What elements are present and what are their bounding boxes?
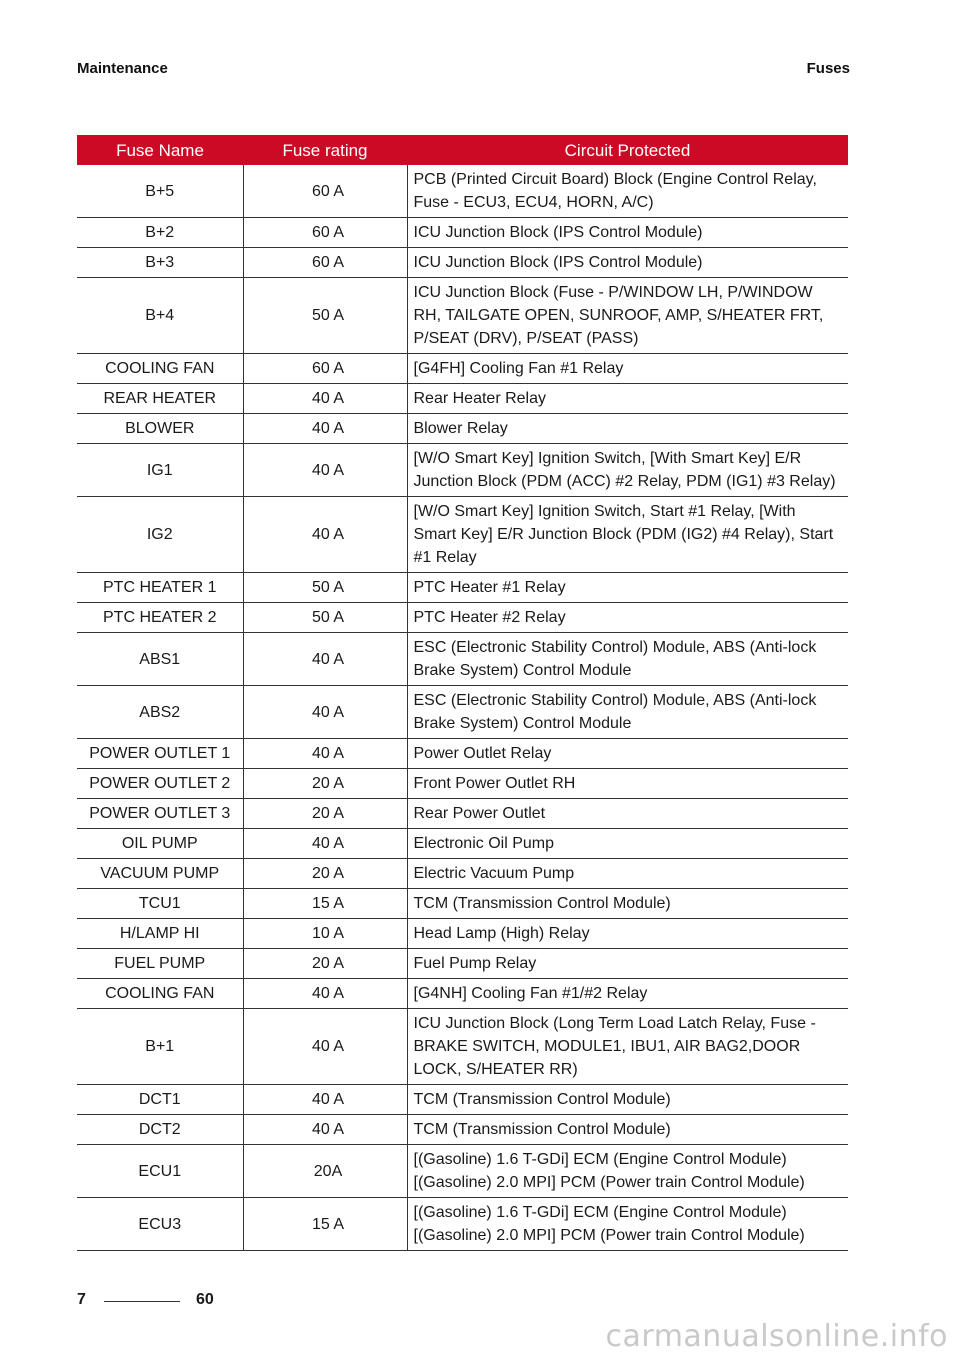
table-row (77, 633, 848, 686)
table-row (77, 799, 848, 829)
fuse-name-cell: BLOWER (77, 414, 243, 444)
circuit-protected-cell: ICU Junction Block (IPS Control Module) (407, 218, 848, 248)
table-row (77, 739, 848, 769)
fuse-rating-cell: 40 A (243, 739, 407, 769)
fuse-rating-cell: 40 A (243, 633, 407, 686)
circuit-protected-cell: PTC Heater #2 Relay (407, 603, 848, 633)
table-row (77, 1198, 848, 1251)
circuit-protected-cell: ESC (Electronic Stability Control) Module, ABS (Anti-lock Brake System) Control Module (407, 633, 848, 686)
fuse-name-cell: POWER OUTLET 3 (77, 799, 243, 829)
fuse-name-cell: IG2 (77, 497, 243, 573)
fuse-rating-cell: 50 A (243, 573, 407, 603)
circuit-protected-cell: ESC (Electronic Stability Control) Module, ABS (Anti-lock Brake System) Control Module (407, 686, 848, 739)
table-row (77, 1085, 848, 1115)
circuit-protected-cell: Rear Heater Relay (407, 384, 848, 414)
fuse-name-cell: B+2 (77, 218, 243, 248)
fuse-name-cell: B+3 (77, 248, 243, 278)
fuse-rating-cell: 50 A (243, 603, 407, 633)
circuit-protected-cell: ICU Junction Block (Long Term Load Latch Relay, Fuse - BRAKE SWITCH, MODULE1, IBU1, AIR BAG2,DOOR LOCK, S/HEATER RR) (407, 1009, 848, 1085)
circuit-protected-cell: Blower Relay (407, 414, 848, 444)
column-header-fuse-rating: Fuse rating (243, 135, 407, 165)
circuit-protected-cell: PTC Heater #1 Relay (407, 573, 848, 603)
fuse-table-body (77, 165, 848, 1251)
circuit-protected-cell: [(Gasoline) 1.6 T-GDi] ECM (Engine Control Module) [(Gasoline) 2.0 MPI] PCM (Power train Control Module) (407, 1145, 848, 1198)
fuse-rating-cell: 40 A (243, 686, 407, 739)
table-row (77, 829, 848, 859)
fuse-name-cell: DCT1 (77, 1085, 243, 1115)
fuse-name-cell: PTC HEATER 1 (77, 573, 243, 603)
table-row (77, 889, 848, 919)
circuit-protected-cell: Fuel Pump Relay (407, 949, 848, 979)
fuse-name-cell: DCT2 (77, 1115, 243, 1145)
table-row (77, 949, 848, 979)
circuit-protected-cell: TCM (Transmission Control Module) (407, 1085, 848, 1115)
circuit-protected-cell: PCB (Printed Circuit Board) Block (Engine Control Relay, Fuse - ECU3, ECU4, HORN, A/C) (407, 165, 848, 218)
fuse-name-cell: REAR HEATER (77, 384, 243, 414)
fuse-rating-cell: 60 A (243, 165, 407, 218)
circuit-protected-cell: [W/O Smart Key] Ignition Switch, [With Smart Key] E/R Junction Block (PDM (ACC) #2 Relay, PDM (IG1) #3 Relay) (407, 444, 848, 497)
circuit-protected-cell: Electric Vacuum Pump (407, 859, 848, 889)
fuse-rating-cell: 20 A (243, 769, 407, 799)
table-row (77, 444, 848, 497)
table-header-row (77, 135, 848, 165)
fuse-name-cell: FUEL PUMP (77, 949, 243, 979)
fuse-name-cell: B+1 (77, 1009, 243, 1085)
fuse-name-cell: ECU1 (77, 1145, 243, 1198)
table-row (77, 919, 848, 949)
fuse-name-cell: H/LAMP HI (77, 919, 243, 949)
fuse-rating-cell: 60 A (243, 248, 407, 278)
circuit-protected-cell: ICU Junction Block (Fuse - P/WINDOW LH, P/WINDOW RH, TAILGATE OPEN, SUNROOF, AMP, S/HEATER FRT, P/SEAT (DRV), P/SEAT (PASS) (407, 278, 848, 354)
table-row (77, 278, 848, 354)
fuse-name-cell: B+5 (77, 165, 243, 218)
circuit-protected-cell: [G4NH] Cooling Fan #1/#2 Relay (407, 979, 848, 1009)
table-row (77, 497, 848, 573)
fuse-rating-cell: 40 A (243, 444, 407, 497)
table-row (77, 384, 848, 414)
column-header-circuit-protected: Circuit Protected (407, 135, 848, 165)
fuse-rating-cell: 15 A (243, 1198, 407, 1251)
table-row (77, 1115, 848, 1145)
circuit-protected-cell: Power Outlet Relay (407, 739, 848, 769)
fuse-name-cell: ECU3 (77, 1198, 243, 1251)
table-row (77, 354, 848, 384)
circuit-protected-cell: Rear Power Outlet (407, 799, 848, 829)
fuse-rating-cell: 40 A (243, 497, 407, 573)
fuse-rating-cell: 40 A (243, 979, 407, 1009)
fuse-name-cell: TCU1 (77, 889, 243, 919)
table-row (77, 769, 848, 799)
fuse-rating-cell: 20A (243, 1145, 407, 1198)
circuit-protected-cell: [(Gasoline) 1.6 T-GDi] ECM (Engine Control Module) [(Gasoline) 2.0 MPI] PCM (Power train Control Module) (407, 1198, 848, 1251)
chapter-number: 7 (77, 1291, 86, 1308)
fuse-rating-cell: 40 A (243, 414, 407, 444)
fuse-rating-cell: 15 A (243, 889, 407, 919)
fuse-rating-cell: 60 A (243, 354, 407, 384)
circuit-protected-cell: Head Lamp (High) Relay (407, 919, 848, 949)
circuit-protected-cell: TCM (Transmission Control Module) (407, 1115, 848, 1145)
circuit-protected-cell: Electronic Oil Pump (407, 829, 848, 859)
fuse-name-cell: OIL PUMP (77, 829, 243, 859)
footer-divider (104, 1301, 180, 1302)
fuse-name-cell: COOLING FAN (77, 354, 243, 384)
table-row (77, 573, 848, 603)
fuse-rating-cell: 10 A (243, 919, 407, 949)
circuit-protected-cell: Front Power Outlet RH (407, 769, 848, 799)
table-row (77, 979, 848, 1009)
table-row (77, 165, 848, 218)
fuse-name-cell: POWER OUTLET 1 (77, 739, 243, 769)
fuse-rating-cell: 40 A (243, 384, 407, 414)
circuit-protected-cell: [G4FH] Cooling Fan #1 Relay (407, 354, 848, 384)
fuse-rating-cell: 20 A (243, 799, 407, 829)
fuse-name-cell: VACUUM PUMP (77, 859, 243, 889)
fuse-table (77, 135, 848, 1251)
fuse-name-cell: IG1 (77, 444, 243, 497)
section-title: Maintenance (77, 60, 168, 77)
fuse-name-cell: PTC HEATER 2 (77, 603, 243, 633)
fuse-rating-cell: 60 A (243, 218, 407, 248)
page-topic: Fuses (806, 60, 850, 77)
fuse-rating-cell: 40 A (243, 1085, 407, 1115)
table-row (77, 248, 848, 278)
fuse-name-cell: POWER OUTLET 2 (77, 769, 243, 799)
fuse-rating-cell: 40 A (243, 1009, 407, 1085)
fuse-name-cell: ABS1 (77, 633, 243, 686)
page-number: 60 (196, 1291, 214, 1308)
table-row (77, 603, 848, 633)
fuse-rating-cell: 50 A (243, 278, 407, 354)
fuse-rating-cell: 40 A (243, 829, 407, 859)
table-row (77, 414, 848, 444)
watermark: carmanualsonline.info (605, 1319, 948, 1354)
fuse-name-cell: COOLING FAN (77, 979, 243, 1009)
table-row (77, 1009, 848, 1085)
table-row (77, 218, 848, 248)
fuse-rating-cell: 20 A (243, 949, 407, 979)
table-row (77, 1145, 848, 1198)
column-header-fuse-name: Fuse Name (77, 135, 243, 165)
table-row (77, 686, 848, 739)
fuse-rating-cell: 40 A (243, 1115, 407, 1145)
fuse-rating-cell: 20 A (243, 859, 407, 889)
circuit-protected-cell: ICU Junction Block (IPS Control Module) (407, 248, 848, 278)
fuse-name-cell: ABS2 (77, 686, 243, 739)
table-row (77, 859, 848, 889)
circuit-protected-cell: [W/O Smart Key] Ignition Switch, Start #1 Relay, [With Smart Key] E/R Junction Block (PDM (IG2) #4 Relay), Start #1 Relay (407, 497, 848, 573)
fuse-name-cell: B+4 (77, 278, 243, 354)
circuit-protected-cell: TCM (Transmission Control Module) (407, 889, 848, 919)
